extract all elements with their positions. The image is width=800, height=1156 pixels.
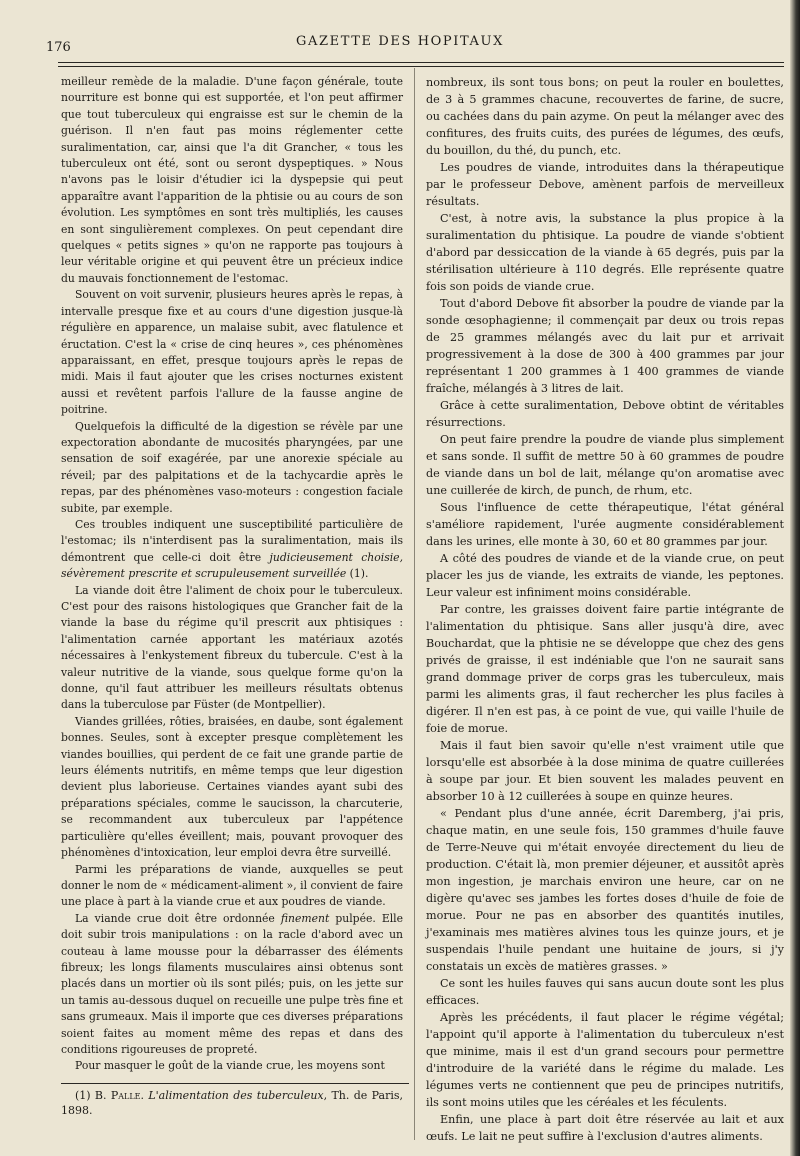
paragraph: La viande doit être l'aliment de choix pour le tuberculeux. C'est pour des raisons histologiques que Grancher fait de la viande la base du régime qu'il prescrit aux phtisiques : l'alimentation carnée apportant les matériaux azotés nécessaires à l'enkystement fibreux du tubercule. C'est à la valeur nutritive de la viande, sous quelque forme qu'on la donne, qu'il faut attribuer les meilleurs résultats obtenus dans la tuberculose par Füster (de Montpellier). (61, 583, 403, 712)
italic-emphasis: judicieusement choisie, sévèrement prescrite et scrupuleusement surveillée (61, 550, 404, 581)
paragraph: On peut faire prendre la poudre de viande plus simplement et sans sonde. Il suffit de mettre 50 à 60 grammes de poudre de viande dans un bol de lait, mélange qu'on aromatise avec une cuillerée de kirch, de punch, de rhum, etc. (426, 433, 784, 497)
paragraph: Quelquefois la difficulté de la digestion se révèle par une expectoration abondante de mucosités pharyngées, par une sensation de soif exagérée, par une anorexie spéciale au réveil; par des palpitations et de la tachycardie après le repas, par des phénomènes vaso-moteurs : congestion faciale subite, par exemple. (61, 419, 403, 515)
paragraph: Par contre, les graisses doivent faire partie intégrante de l'alimentation du phtisique. Sans aller jusqu'à dire, avec Bouchardat, que la phtisie ne se développe que chez des gens privés de graisse, il est indéniable que l'on ne saurait sans grand dommage priver de corps gras les tuberculeux, mais parmi les aliments gras, il faut rechercher les plus faciles à digérer. Il n'en est pas, à ce point de vue, qui vaille l'huile de foie de morue. (426, 603, 784, 735)
italic-emphasis: finement (280, 911, 330, 925)
left-column (61, 74, 403, 1118)
paragraph: Grâce à cette suralimentation, Debove obtint de véritables résurrections. (426, 399, 784, 429)
text-run: pulpée. Elle doit subir trois manipulations : on la racle d'abord avec un couteau à lame mousse pour la débarrasser des éléments fibreux; les longs filaments musculaires ainsi obtenus sont placés dans un mortier où ils sont pilés; puis, on les jette sur un tamis au-dessous duquel on recueille une pulpe très fine et sans grumeaux. Mais il importe que ces diverses préparations soient faites au moment même des repas et dans des conditions rigoureuses de propreté. (61, 911, 403, 1056)
paragraph: Les poudres de viande, introduites dans la thérapeutique par le professeur Debove, amènent parfois de merveilleux résultats. (426, 161, 784, 208)
text-run: Ces troubles indiquent une susceptibilité particulière de l'estomac; ils n'interdisent pas la suralimentation, mais ils démontrent que celle-ci doit être (61, 517, 403, 564)
footnote-title: L'alimentation des tuberculeux (143, 1088, 324, 1102)
column-divider (414, 68, 415, 1140)
paragraph: Viandes grillées, rôties, braisées, en daube, sont également bonnes. Seules, sont à excepter presque complètement les viandes bouillies, qui perdent de ce fait une grande partie de leurs éléments nutritifs, en même temps que leur digestion devient plus laborieuse. Certaines viandes ayant subi des préparations spéciales, comme le saucisson, la charcuterie, se recommandent aux tuberculeux par l'appétence particulière qu'elles éveillent; mais, pouvant provoquer des phénomènes d'intoxication, leur emploi devra être surveillé. (61, 714, 403, 860)
page-number: 176 (46, 40, 71, 55)
paragraph: A côté des poudres de viande et de la viande crue, on peut placer les jus de viande, les extraits de viande, les peptones. Leur valeur est infiniment moins considérable. (426, 552, 784, 599)
paragraph: Tout d'abord Debove fit absorber la poudre de viande par la sonde œsophagienne; il commençait par deux ou trois repas de 25 grammes mélangés avec du lait pur et arrivait progressivement à la dose de 300 à 400 grammes par jour représentant 1 200 grammes à 1 400 grammes de viande fraîche, mélangés à 3 litres de lait. (426, 297, 784, 395)
paragraph: Ce sont les huiles fauves qui sans aucun doute sont les plus efficaces. (426, 977, 784, 1007)
binding-edge (790, 0, 800, 1156)
paragraph (61, 911, 403, 1059)
paragraph: Après les précédents, il faut placer le régime végétal; l'appoint qu'il apporte à l'alimentation du tuberculeux n'est que minime, mais il est d'un grand secours pour permettre d'introduire de la variété dans le régime du malade. Les légumes verts ne contiennent que peu de principes nutritifs, ils sont moins utiles que les céréales et les féculents. (426, 1011, 784, 1109)
footnote-ref: (1). (346, 567, 369, 581)
paragraph: « Pendant plus d'une année, écrit Daremberg, j'ai pris, chaque matin, en une seule fois, 150 grammes d'huile fauve de Terre-Neuve qui m'était envoyée directement du lieu de production. C'était là, mon premier déjeuner, et aussitôt après mon ingestion, je marchais environ une heure, car on ne digère qu'avec ses jambes les fortes doses d'huile de foie de morue. Pour ne pas en absorber des quantités inutiles, j'examinais mes matières alvines tous les quinze jours, et je suspendais l'huile pendant une huitaine de jours, si j'y constatais un excès de matières grasses. » (426, 807, 784, 973)
paragraph: meilleur remède de la maladie. D'une façon générale, toute nourriture est bonne qui est supportée, et l'on peut affirmer que tout tuberculeux qui engraisse est sur le chemin de la guérison. Il n'en faut pas moins réglementer cette suralimentation, car, ainsi que l'a dit Grancher, « tous les tuberculeux ont été, sont ou seront dyspeptiques. » Nous n'avons pas le loisir d'étudier ici la dyspepsie qui peut apparaître avant l'apparition de la phtisie ou au cours de son évolution. Les symptômes en sont très multipliés, les causes en sont singulièrement complexes. On peut cependant dire quelques « petits signes » qu'on ne rapporte pas toujours à leur véritable origine et qui peuvent être un précieux indice du mauvais fonctionnement de l'estomac. (61, 75, 403, 285)
footnote-rest: , Th. de Paris, 1898. (61, 1088, 403, 1117)
paragraph (61, 517, 403, 583)
footnote (61, 1088, 403, 1118)
running-title: GAZETTE DES HOPITAUX (296, 34, 504, 49)
header-rule-bottom (58, 66, 784, 67)
paragraph: Pour masquer le goût de la viande crue, les moyens sont (75, 1059, 385, 1073)
paragraph: nombreux, ils sont tous bons; on peut la rouler en boulettes, de 3 à 5 grammes chacune, recouvertes de farine, de sucre, ou cachées dans du pain azyme. On peut la mélanger avec des confitures, des fruits cuits, des purées de légumes, des œufs, du bouillon, du thé, du punch, etc. (426, 76, 784, 157)
header-rule-top (58, 62, 784, 63)
paragraph: Parmi les préparations de viande, auxquelles se peut donner le nom de « médicament-aliment », il convient de faire une place à part à la viande crue et aux poudres de viande. (61, 862, 403, 909)
footnote-marker: (1) B. (75, 1088, 111, 1102)
right-column (426, 74, 784, 1145)
footnote-author: Palle. (110, 1088, 144, 1102)
paragraph: Mais il faut bien savoir qu'elle n'est vraiment utile que lorsqu'elle est absorbée à la dose minima de quatre cuillerées à soupe par jour. Et bien souvent les malades peuvent en absorber 10 à 12 cuillerées à soupe en quinze heures. (426, 739, 784, 803)
paragraph: Sous l'influence de cette thérapeutique, l'état général s'améliore rapidement, l'urée augmente considérablement dans les urines, elle monte à 30, 60 et 80 grammes par jour. (426, 501, 784, 548)
paragraph: Souvent on voit survenir, plusieurs heures après le repas, à intervalle presque fixe et au cours d'une digestion jusque-là régulière en apparence, un malaise subit, avec flatulence et éructation. C'est la « crise de cinq heures », ces phénomènes apparaissant, en effet, presque toujours après le repas de midi. Mais il faut ajouter que les crises nocturnes existent aussi et revêtent parfois l'allure de la fausse angine de poitrine. (61, 288, 403, 417)
paragraph: C'est, à notre avis, la substance la plus propice à la suralimentation du phtisique. La poudre de viande s'obtient d'abord par dessiccation de la viande à 65 degrés, puis par la stérilisation ultérieure à 110 degrés. Elle représente quatre fois son poids de viande crue. (426, 212, 784, 293)
paragraph: Enfin, une place à part doit être réservée au lait et aux œufs. Le lait ne peut suffire à l'exclusion d'autres aliments. (426, 1113, 784, 1143)
footnote-rule (61, 1083, 409, 1084)
text-run: La viande crue doit être ordonnée (75, 911, 281, 925)
